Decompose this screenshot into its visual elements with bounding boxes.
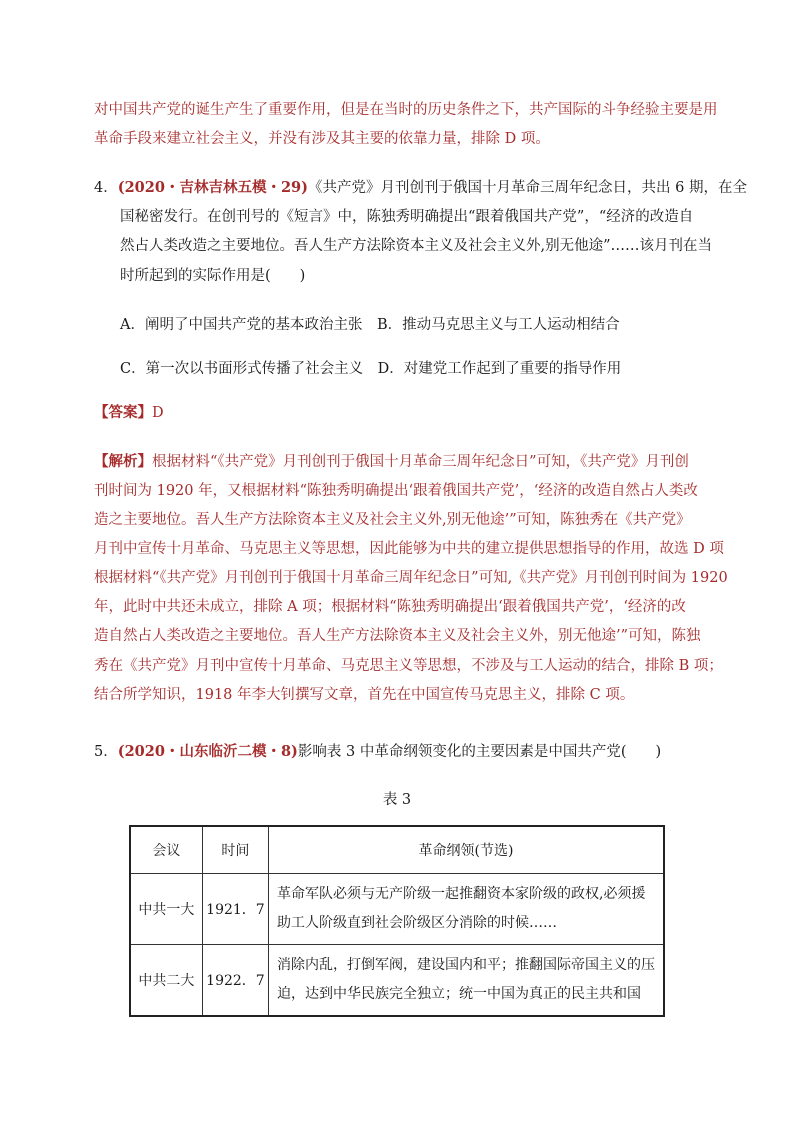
table-header-row [130, 826, 664, 874]
question-5-stem: 影响表 3 中革命纲领变化的主要因素是中国共产党( ) [297, 744, 662, 760]
question-4-stem-line-3: 然占人类改造之主要地位。吾人生产方法除资本主义及社会主义外,别无他途”……该月刊在当 [120, 238, 713, 254]
question-4-first-line [94, 178, 747, 198]
program-table [129, 825, 665, 1017]
question-4-stem-line-2: 国秘密发行。在创刊号的《短言》中，陈独秀明确提出“跟着俄国共产党”，“经济的改造自 [120, 209, 694, 225]
table-row [130, 945, 664, 1017]
meeting-cell: 中共一大 [130, 874, 202, 945]
answer-label: 【答案】 [94, 404, 152, 421]
question-5-source: (2020・山东临沂二模・8) [117, 743, 298, 760]
header-time: 时间 [202, 826, 268, 874]
analysis-line-3: 造之主要地位。吾人生产方法除资本主义及社会主义外,别无他途’”可知，陈独秀在《共产党》 [94, 512, 691, 528]
meeting-cell: 中共二大 [130, 945, 202, 1017]
answer-value: D [152, 405, 164, 421]
question-4-options-cd: C．第一次以书面形式传播了社会主义 D．对建党工作起到了重要的指导作用 [120, 361, 622, 377]
analysis-line-5: 根据材料“《共产党》月刊创刊于俄国十月革命三周年纪念日”可知,《共产党》月刊创刊时间为 1920 [94, 570, 728, 586]
program-line: 革命军队必须与无产阶级一起推翻资本家阶级的政权,必须援 [277, 886, 646, 902]
question-5-number: 5． [94, 744, 118, 760]
program-cell [269, 874, 665, 945]
analysis-line-8: 秀在《共产党》月刊中宣传十月革命、马克思主义等思想，不涉及与工人运动的结合，排除 B 项； [94, 658, 723, 674]
question-4-number: 4． [94, 180, 118, 196]
header-program: 革命纲领(节选) [269, 826, 665, 874]
intro-line-2: 革命手段来建立社会主义，并没有涉及其主要的依靠力量，排除 D 项。 [94, 131, 550, 147]
program-cell [269, 945, 665, 1017]
analysis-line-4: 月刊中宣传十月革命、马克思主义等思想，因此能够为中共的建立提供思想指导的作用，故选 D 项 [94, 541, 724, 557]
question-4-stem-line-1: 《共产党》月刊创刊于俄国十月革命三周年纪念日，共出 6 期，在全 [308, 180, 747, 196]
analysis-line-7: 造自然占人类改造之主要地位。吾人生产方法除资本主义及社会主义外，别无他途’”可知，陈独 [94, 628, 701, 644]
analysis-line-9: 结合所学知识，1918 年李大钊撰写文章，首先在中国宣传马克思主义，排除 C 项。 [94, 687, 635, 703]
question-4-source: (2020・吉林吉林五模・29) [117, 179, 308, 196]
analysis-line-2: 刊时间为 1920 年，又根据材料“陈独秀明确提出‘跟着俄国共产党’，‘经济的改造自然占人类改 [94, 483, 698, 499]
question-4-stem-line-4: 时所起到的实际作用是( ) [120, 268, 306, 284]
table-caption: 表 3 [382, 792, 412, 808]
analysis-first-line [94, 452, 689, 472]
question-4-options-ab: A．阐明了中国共产党的基本政治主张 B．推动马克思主义与工人运动相结合 [120, 317, 620, 333]
time-cell: 1921．7 [202, 874, 268, 945]
answer-row [94, 403, 164, 423]
question-5-line [94, 742, 661, 762]
analysis-label: 【解析】 [94, 453, 152, 470]
header-meeting: 会议 [130, 826, 202, 874]
program-line: 迫，达到中华民族完全独立；统一中国为真正的民主共和国 [277, 986, 641, 1002]
time-cell: 1922．7 [202, 945, 268, 1017]
analysis-line-6: 年，此时中共还未成立，排除 A 项；根据材料“陈独秀明确提出‘跟着俄国共产党’，‘经济的改 [94, 599, 686, 615]
program-line: 助工人阶级直到社会阶级区分消除的时候…… [277, 915, 557, 931]
program-line: 消除内乱，打倒军阀，建设国内和平；推翻国际帝国主义的压 [277, 957, 655, 973]
table-row [130, 874, 664, 945]
intro-line-1: 对中国共产党的诞生产生了重要作用，但是在当时的历史条件之下，共产国际的斗争经验主要是用 [94, 102, 718, 118]
analysis-line-1: 根据材料“《共产党》月刊创刊于俄国十月革命三周年纪念日”可知，《共产党》月刊创 [152, 454, 689, 470]
